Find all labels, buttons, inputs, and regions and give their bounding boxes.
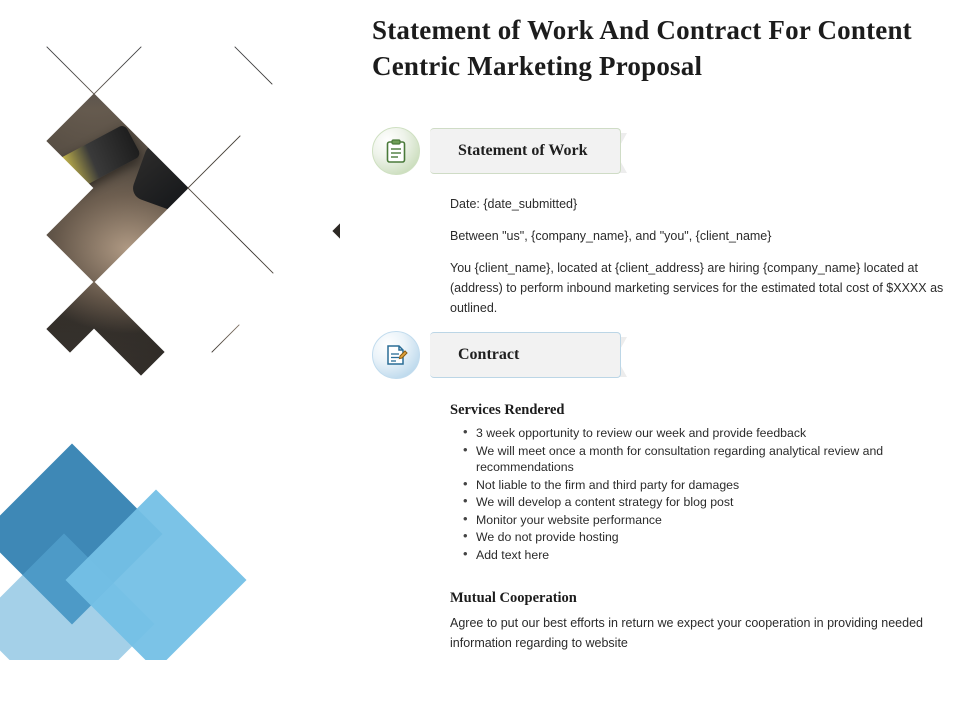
mutual-cooperation-paragraph: Agree to put our best efforts in return we expect your cooperation in providing needed information regarding to website [450,616,923,650]
section-pill-statement-of-work [430,128,621,174]
sow-date-line: Date: {date_submitted} [450,197,578,211]
list-item: • We do not provide hosting [476,529,960,546]
bottom-mask [0,660,340,720]
subsection-heading-mutual-cooperation: Mutual Cooperation [450,590,577,606]
slide-content [372,0,960,720]
list-item: • Add text here [476,547,960,564]
sow-scope-paragraph: You {client_name}, located at {client_address} are hiring {company_name} located at (address) to perform inbound marketing services for the estimated total cost of $XXXX as outlined. [450,261,944,315]
clipboard-icon [372,127,420,175]
page-title: Statement of Work And Contract For Content Centric Marketing Proposal [372,15,912,81]
contract-document-icon [372,331,420,379]
subsection-heading-services-rendered: Services Rendered [450,402,565,418]
section-title-label: Statement of Work [458,142,588,159]
section-header-contract [372,332,960,382]
section-title-label: Contract [458,346,520,363]
list-item: • We will meet once a month for consultation regarding analytical review and recommendations [476,443,960,476]
services-rendered-list [458,425,960,563]
section-pill-contract [430,332,621,378]
section-header-statement-of-work [372,128,960,178]
list-item: • We will develop a content strategy for blog post [476,494,960,511]
decorative-art-panel [0,0,340,720]
list-item: • Monitor your website performance [476,512,960,529]
list-item: • Not liable to the firm and third party for damages [476,477,960,494]
list-item: • 3 week opportunity to review our week and provide feedback [476,425,960,442]
sow-parties-line: Between "us", {company_name}, and "you", {client_name} [450,229,772,243]
